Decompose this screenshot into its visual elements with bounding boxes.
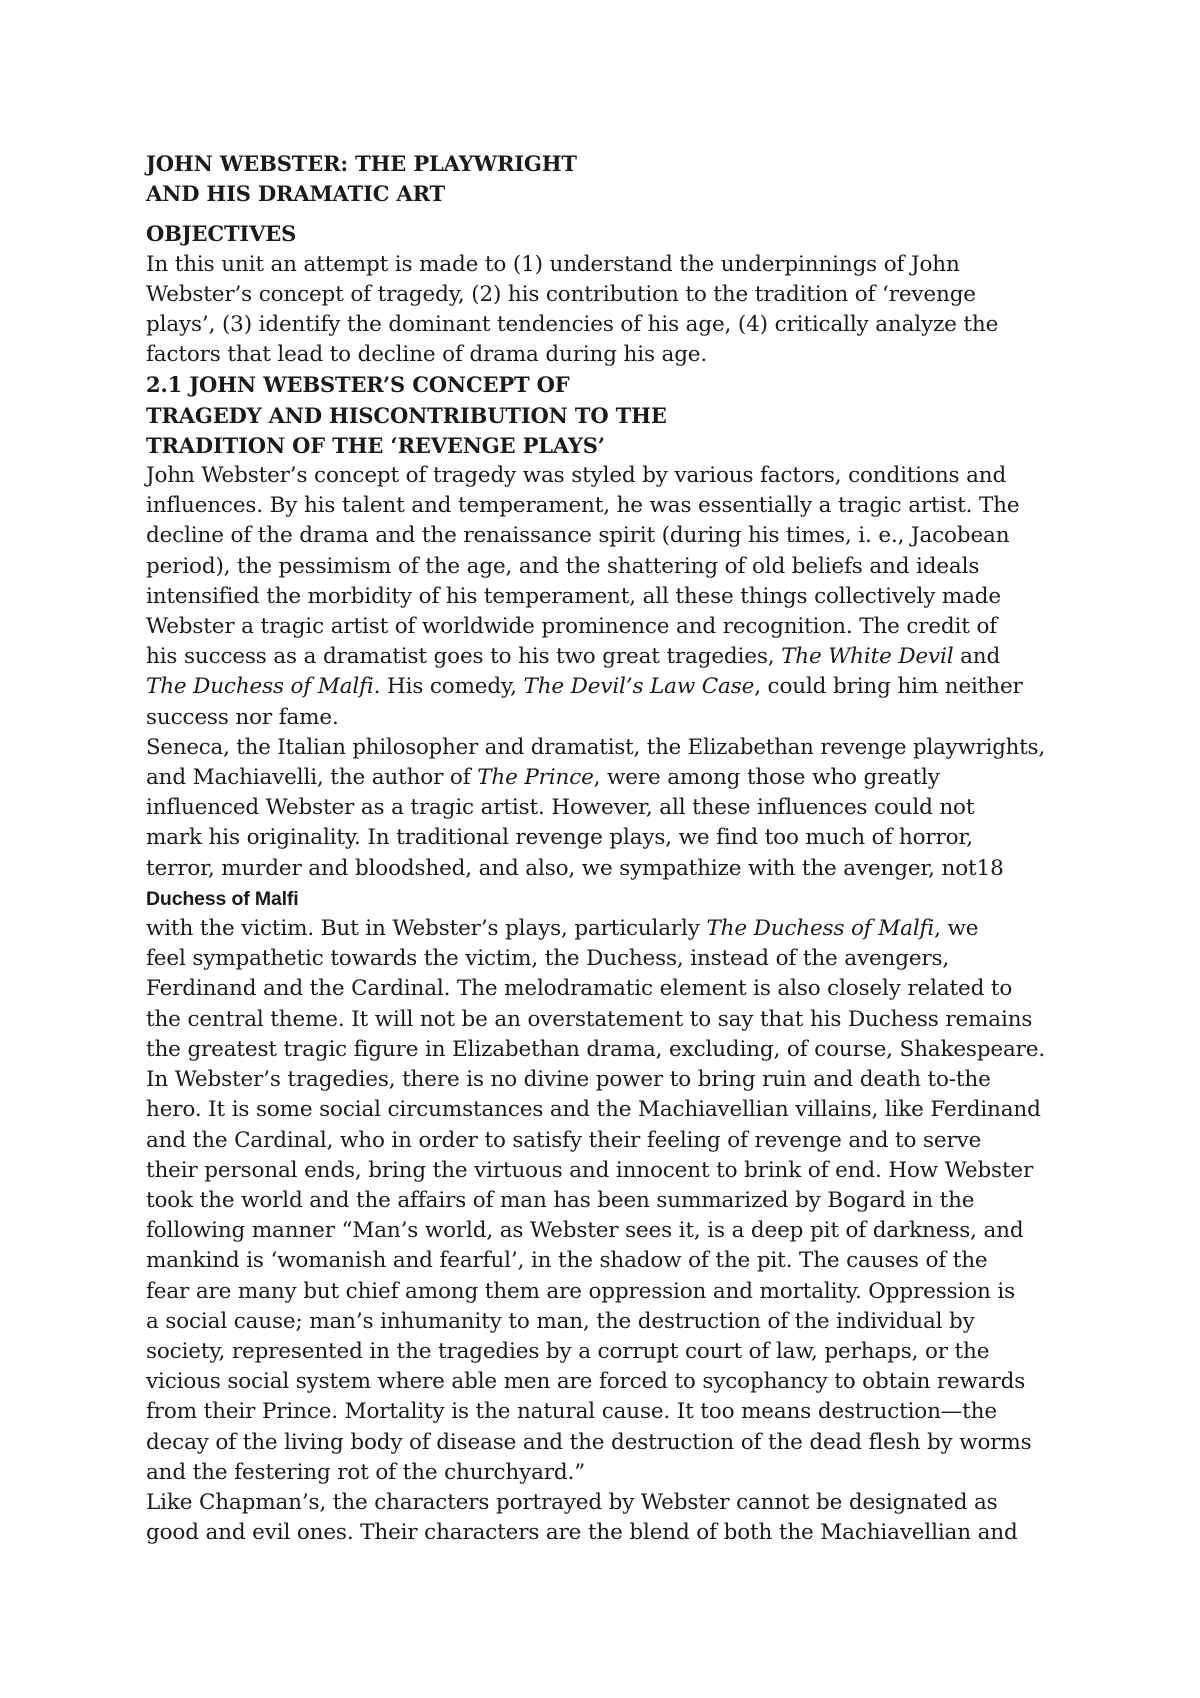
text-line: from their Prince. Mortality is the natural cause. It too means destruction—the xyxy=(146,1399,997,1425)
text-line: fear are many but chief among them are oppression and mortality. Oppression is xyxy=(146,1278,1015,1304)
work-title: The Devil’s Law Case xyxy=(523,674,755,700)
work-title: The White Devil xyxy=(781,644,954,670)
text-line xyxy=(146,914,1046,944)
paragraph-characters xyxy=(146,1488,1046,1548)
title-line: JOHN WEBSTER: THE PLAYWRIGHT xyxy=(146,151,577,176)
text-line: terror, murder and bloodshed, and also, we sympathize with the avenger, not18 xyxy=(146,855,1004,881)
text-line: influences. By his talent and temperament, he was essentially a tragic artist. The xyxy=(146,493,1020,519)
text-line: decay of the living body of disease and the destruction of the dead flesh by worms xyxy=(146,1429,1032,1455)
text-line: Like Chapman’s, the characters portrayed by Webster cannot be designated as xyxy=(146,1489,998,1515)
text-line: and the Cardinal, who in order to satisfy their feeling of revenge and to serve xyxy=(146,1127,982,1153)
text-line: influenced Webster as a tragic artist. However, all these influences could not xyxy=(146,795,975,821)
text-line: factors that lead to decline of drama during his age. xyxy=(146,342,708,368)
text-line: In this unit an attempt is made to (1) understand the underpinnings of John xyxy=(146,251,960,277)
section-heading-line: TRADITION OF THE ‘REVENGE PLAYS’ xyxy=(146,432,605,458)
objectives-paragraph xyxy=(146,250,1046,371)
page-title xyxy=(146,149,1046,209)
text-line: society, represented in the tragedies by a corrupt court of law, perhaps, or the xyxy=(146,1338,990,1364)
text-line: following manner “Man’s world, as Webster sees it, is a deep pit of darkness, and xyxy=(146,1218,1024,1244)
text-line: the greatest tragic figure in Elizabethan drama, excluding, of course, Shakespeare. xyxy=(146,1036,1046,1062)
text-line: Seneca, the Italian philosopher and dramatist, the Elizabethan revenge playwrights, xyxy=(146,734,1045,760)
text-line: feel sympathetic towards the victim, the Duchess, instead of the avengers, xyxy=(146,946,950,972)
text-line: Ferdinand and the Cardinal. The melodramatic element is also closely related to xyxy=(146,976,1013,1002)
text-line xyxy=(146,672,1046,702)
document-body xyxy=(146,149,1046,1548)
text-segment: his success as a dramatist goes to his two great tragedies, xyxy=(146,644,782,670)
text-segment: , we xyxy=(934,916,979,942)
paragraph-concept-of-tragedy xyxy=(146,461,1046,733)
title-line: AND HIS DRAMATIC ART xyxy=(146,181,445,207)
objectives-heading: OBJECTIVES xyxy=(146,221,297,247)
text-line: their personal ends, bring the virtuous and innocent to brink of end. How Webster xyxy=(146,1157,1034,1183)
text-line: plays’, (3) identify the dominant tendencies of his age, (4) critically analyze the xyxy=(146,312,999,338)
text-line: mark his originality. In traditional revenge plays, we find too much of horror, xyxy=(146,825,973,851)
text-line: period), the pessimism of the age, and the shattering of old beliefs and ideals xyxy=(146,553,980,579)
work-title: The Duchess of Malfi xyxy=(146,674,374,700)
text-line: Webster’s concept of tragedy, (2) his contribution to the tradition of ‘revenge xyxy=(146,281,976,307)
text-line xyxy=(146,763,1046,793)
text-line: the central theme. It will not be an overstatement to say that his Duchess remains xyxy=(146,1006,1033,1032)
text-segment: , were among those who greatly xyxy=(593,765,940,791)
section-heading-line: 2.1 JOHN WEBSTER’S CONCEPT OF xyxy=(146,372,570,398)
paragraph-victim xyxy=(146,914,1046,1065)
text-line: intensified the morbidity of his temperament, all these things collectively made xyxy=(146,583,1001,609)
text-line: John Webster’s concept of tragedy was styled by various factors, conditions and xyxy=(146,463,1007,489)
text-line: mankind is ‘womanish and fearful’, in the shadow of the pit. The causes of the xyxy=(146,1248,988,1274)
section-heading-line: TRAGEDY AND HISCONTRIBUTION TO THE xyxy=(146,402,667,428)
paragraph-influences xyxy=(146,733,1046,884)
text-line: In Webster’s tragedies, there is no divine power to bring ruin and death to-the xyxy=(146,1067,991,1093)
text-segment: . His comedy, xyxy=(373,674,524,700)
text-line: decline of the drama and the renaissance spirit (during his times, i. e., Jacobean xyxy=(146,523,1010,549)
text-line: vicious social system where able men are forced to sycophancy to obtain rewards xyxy=(146,1369,1026,1395)
paragraph-bogard-quote xyxy=(146,1065,1046,1488)
text-line: good and evil ones. Their characters are the blend of both the Machiavellian and xyxy=(146,1520,1018,1546)
work-title: The Duchess of Malfi xyxy=(706,916,935,942)
text-line xyxy=(146,642,1046,672)
text-segment: , could bring him neither xyxy=(754,674,1023,700)
text-segment: and Machiavelli, the author of xyxy=(146,765,478,791)
text-line: took the world and the affairs of man has been summarized by Bogard in the xyxy=(146,1187,975,1213)
text-line: hero. It is some social circumstances and the Machiavellian villains, like Ferdinand xyxy=(146,1097,1041,1123)
text-segment: with the victim. But in Webster’s plays, particularly xyxy=(146,916,707,942)
text-line: Webster a tragic artist of worldwide prominence and recognition. The credit of xyxy=(146,614,998,640)
running-head: Duchess of Malfi xyxy=(146,887,299,910)
section-heading xyxy=(146,370,1046,461)
text-line: and the festering rot of the churchyard.” xyxy=(146,1459,586,1485)
text-line: success nor fame. xyxy=(146,704,339,730)
work-title: The Prince xyxy=(477,765,594,791)
text-segment: and xyxy=(953,644,1001,670)
text-line: a social cause; man’s inhumanity to man, the destruction of the individual by xyxy=(146,1308,975,1334)
